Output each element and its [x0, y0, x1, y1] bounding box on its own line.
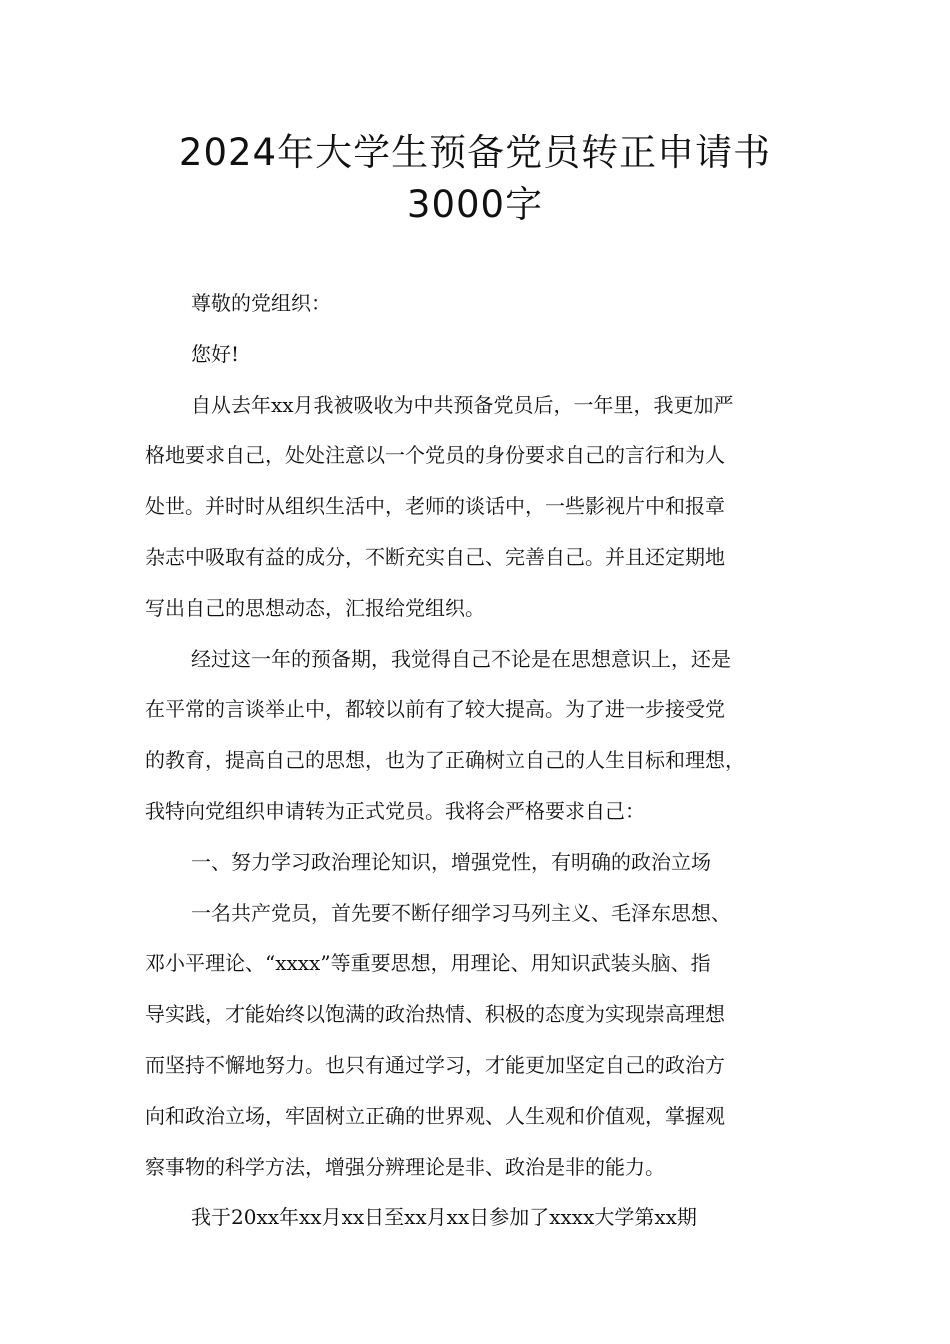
text-line: 写出自己的思想动态，汇报给党组织。	[145, 595, 485, 620]
text-line: 杂志中吸取有益的成分，不断充实自己、完善自己。并且还定期地	[145, 544, 725, 569]
text-line: 导实践，才能始终以饱满的政治热情、积极的态度为实现崇高理想	[145, 1002, 725, 1027]
text-line: 在平常的言谈举止中，都较以前有了较大提高。为了进一步接受党	[145, 697, 725, 722]
text-line: 我于20xx年xx月xx日至xx月xx日参加了xxxx大学第xx期	[191, 1205, 697, 1230]
text-line: 我特向党组织申请转为正式党员。我将会严格要求自己：	[145, 798, 645, 823]
text-line: 经过这一年的预备期，我觉得自己不论是在思想意识上，还是	[191, 646, 731, 671]
document-title-wordcount: 3000字	[406, 183, 544, 226]
text-line: 邓小平理论、“xxxx”等重要思想，用理论、用知识武装头脑、指	[145, 951, 711, 976]
text-line: 格地要求自己，处处注意以一个党员的身份要求自己的言行和为人	[145, 443, 725, 468]
text-line: 的教育，提高自己的思想，也为了正确树立自己的人生目标和理想，	[145, 748, 745, 773]
document-body	[145, 278, 835, 1243]
text-line: 尊敬的党组织：	[191, 291, 331, 315]
text-line: 一、努力学习政治理论知识，增强党性，有明确的政治立场	[191, 849, 711, 874]
text-line: 处世。并时时从组织生活中，老师的谈话中，一些影视片中和报章	[145, 494, 725, 519]
text-line: 自从去年xx月我被吸收为中共预备党员后，一年里，我更加严	[191, 392, 734, 417]
text-line: 向和政治立场，牢固树立正确的世界观、人生观和价值观，掌握观	[145, 1103, 725, 1128]
text-line: 而坚持不懈地努力。也只有通过学习，才能更加坚定自己的政治方	[145, 1052, 725, 1077]
text-line: 一名共产党员，首先要不断仔细学习马列主义、毛泽东思想、	[191, 900, 731, 925]
text-line: 您好!	[191, 341, 240, 366]
document-title: 2024年大学生预备党员转正申请书	[178, 131, 772, 174]
text-line: 察事物的科学方法，增强分辨理论是非、政治是非的能力。	[145, 1154, 665, 1179]
